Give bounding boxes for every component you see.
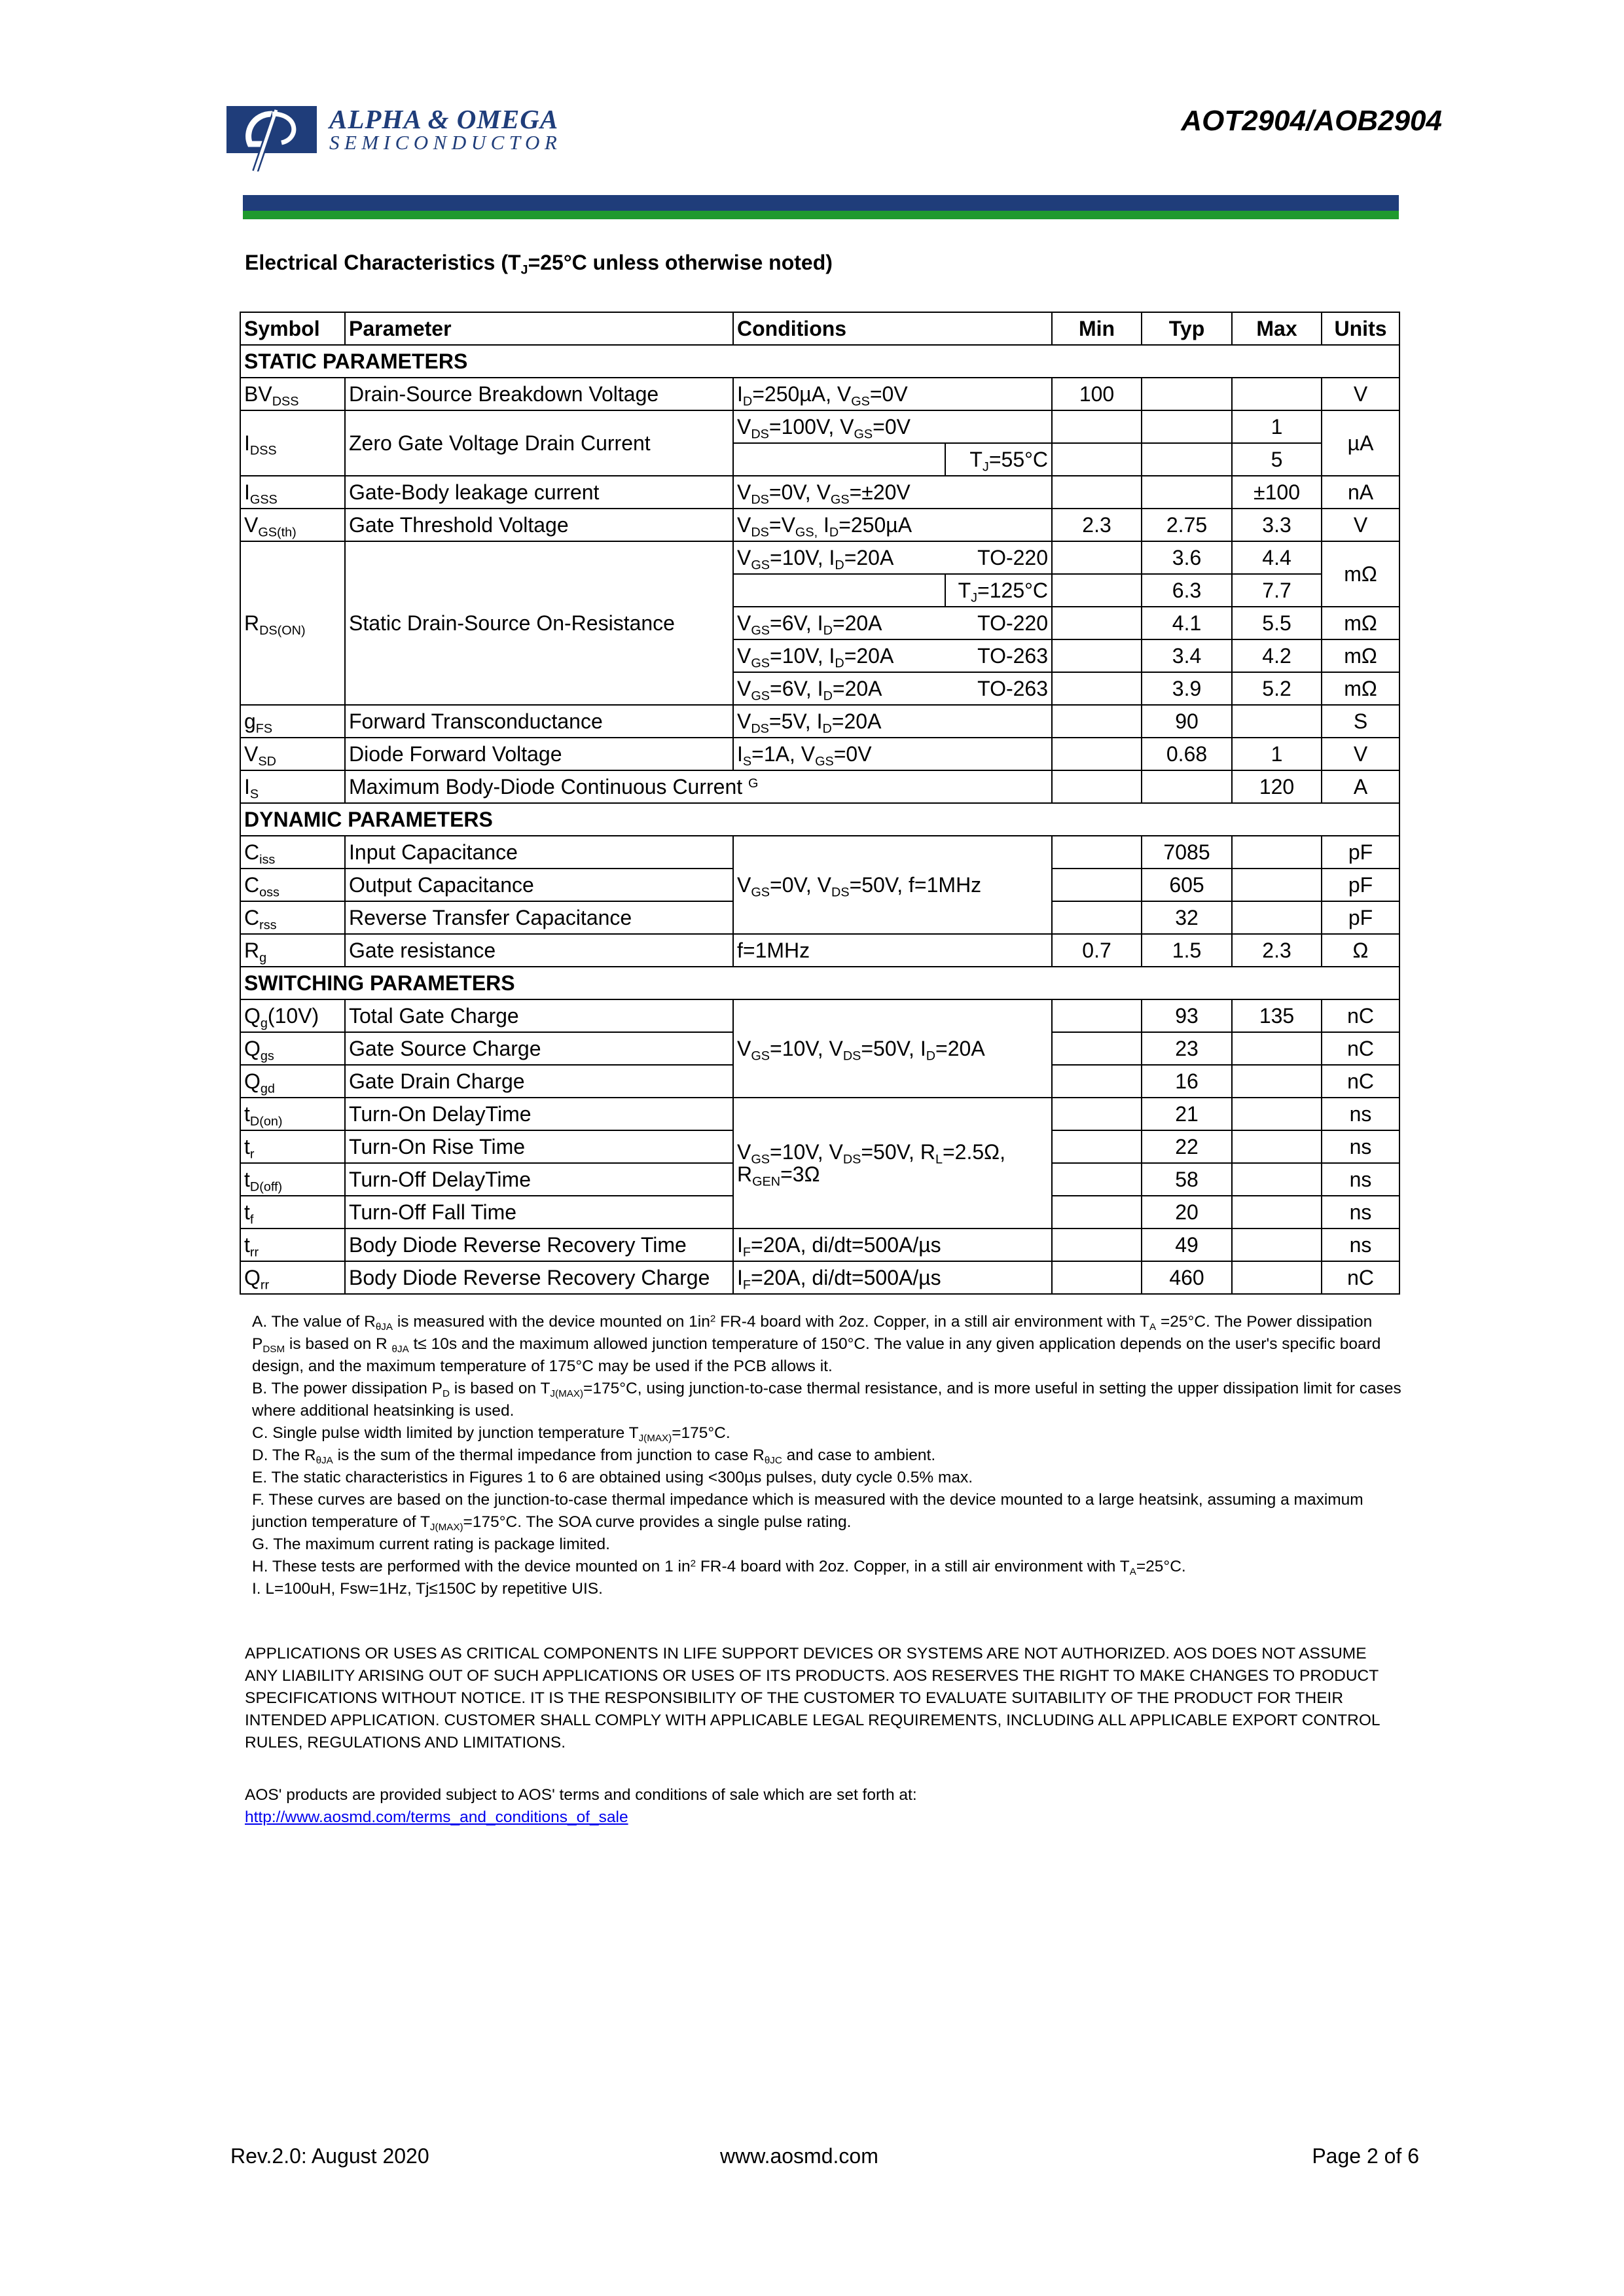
min-cell	[1052, 1065, 1142, 1098]
units-cell: pF	[1322, 901, 1399, 934]
header-symbol: Symbol	[240, 312, 345, 345]
conditions-cell	[733, 443, 945, 476]
units-cell: nC	[1322, 1032, 1399, 1065]
units-cell: nC	[1322, 1065, 1399, 1098]
table-row	[240, 410, 1399, 443]
package-cell: TO-263	[945, 639, 1052, 672]
header-parameter: Parameter	[345, 312, 733, 345]
min-cell	[1052, 1261, 1142, 1294]
conditions-cell: f=1MHz	[733, 934, 1052, 967]
symbol-cell: $Q_g(10V)$	[240, 999, 345, 1032]
units-cell: mΩ	[1322, 541, 1399, 607]
part-number: AOT2904/AOB2904	[1181, 105, 1442, 137]
typ-cell	[1142, 770, 1232, 803]
min-cell	[1052, 541, 1142, 574]
min-cell	[1052, 574, 1142, 607]
symbol-cell: $t_{D(on)}$	[240, 1098, 345, 1130]
units-cell: V	[1322, 738, 1399, 770]
min-cell: 0.7	[1052, 934, 1142, 967]
units-cell: ns	[1322, 1130, 1399, 1163]
max-cell: 4.4	[1232, 541, 1322, 574]
table-row	[240, 541, 1399, 574]
max-cell: 5	[1232, 443, 1322, 476]
typ-cell: 58	[1142, 1163, 1232, 1196]
table-row	[240, 509, 1399, 541]
header-band-green	[243, 211, 1399, 219]
max-cell	[1232, 901, 1322, 934]
max-cell: 4.2	[1232, 639, 1322, 672]
conditions-cell	[733, 574, 945, 607]
section-row-static	[240, 345, 1399, 378]
units-cell: V	[1322, 378, 1399, 410]
max-cell	[1232, 1163, 1322, 1196]
max-cell	[1232, 705, 1322, 738]
typ-cell	[1142, 378, 1232, 410]
company-name: ALPHA & OMEGA	[329, 104, 559, 134]
header-max: Max	[1232, 312, 1322, 345]
max-cell: ±100	[1232, 476, 1322, 509]
conditions-cell: $I_F=20A$, di/dt=500A/µs	[733, 1261, 1052, 1294]
min-cell: 2.3	[1052, 509, 1142, 541]
min-cell	[1052, 999, 1142, 1032]
typ-cell: 21	[1142, 1098, 1232, 1130]
symbol-cell: $R_g$	[240, 934, 345, 967]
parameter-cell: Gate Threshold Voltage	[345, 509, 733, 541]
conditions-cell: $V_{GS}=10V$, $I_D=20A$	[733, 639, 945, 672]
symbol-cell: $Q_{rr}$	[240, 1261, 345, 1294]
max-cell	[1232, 1098, 1322, 1130]
min-cell	[1052, 705, 1142, 738]
conditions-cell: $V_{GS}=10V$, $I_D=20A$	[733, 541, 945, 574]
header-conditions: Conditions	[733, 312, 1052, 345]
parameter-cell: Forward Transconductance	[345, 705, 733, 738]
min-cell	[1052, 1032, 1142, 1065]
note-g: G. The maximum current rating is package limited.	[252, 1535, 610, 1553]
typ-cell: 90	[1142, 705, 1232, 738]
terms-text: AOS' products are provided subject to AOS' terms and conditions of sale which are set forth at:	[245, 1786, 917, 1804]
symbol-cell: $R_{DS(ON)}$	[240, 541, 345, 705]
table-row	[240, 1098, 1399, 1130]
table-row	[240, 934, 1399, 967]
disclaimer-text: APPLICATIONS OR USES AS CRITICAL COMPONENTS IN LIFE SUPPORT DEVICES OR SYSTEMS ARE NOT AUTHORIZED. AOS DOES NOT ASSUME ANY LIABILITY ARISING OUT OF SUCH APPLICATIONS OR USES OF ITS PRODUCTS. AOS RESERVES THE RIGHT TO MAKE CHANGES TO PRODUCT SPECIFICATIONS WITHOUT NOTICE. IT IS THE RESPONSIBILITY OF THE CUSTOMER TO EVALUATE SUITABILITY OF THE PRODUCT FOR THEIR INTENDED APPLICATION. CUSTOMER SHALL COMPLY WITH APPLICABLE LEGAL REQUIREMENTS, INCLUDING ALL APPLICABLE EXPORT CONTROL RULES, REGULATIONS AND LIMITATIONS.	[245, 1645, 1380, 1751]
conditions-cell: $I_F=20A$, di/dt=500A/µs	[733, 1229, 1052, 1261]
section-title: Electrical Characteristics ($T_J=25^\circ C$ unless otherwise noted)	[245, 251, 833, 278]
units-cell: ns	[1322, 1098, 1399, 1130]
header-units: Units	[1322, 312, 1399, 345]
table-row	[240, 770, 1399, 803]
parameter-cell: Total Gate Charge	[345, 999, 733, 1032]
min-cell	[1052, 738, 1142, 770]
footer-revision: Rev.2.0: August 2020	[230, 2144, 429, 2168]
table-row	[240, 738, 1399, 770]
section-label-static: STATIC PARAMETERS	[240, 345, 1399, 378]
note-c: C. Single pulse width limited by junction temperature $T_{J(MAX)}=175^\circ C$.	[252, 1424, 731, 1444]
units-cell: µA	[1322, 410, 1399, 476]
units-cell: nC	[1322, 1261, 1399, 1294]
typ-cell: 3.4	[1142, 639, 1232, 672]
note-a: A. The value of $R_{\theta JA}$ is measured with the device mounted on $1in^2$ FR-4 board with 2oz. Copper, in a still air environment with $T_A =25^\circ C$. The Power dissipation $P_{DSM}$ is based on R $_{\theta JA}$ t≤ 10s and the maximum allowed junction temperature of 150°C. The value in any given application depends on the user's specific board design, and the maximum temperature of 175°C may be used if the PCB allows it.	[252, 1313, 1381, 1375]
parameter-cell: Turn-Off DelayTime	[345, 1163, 733, 1196]
header-min: Min	[1052, 312, 1142, 345]
footer-website: www.aosmd.com	[720, 2144, 878, 2168]
min-cell	[1052, 443, 1142, 476]
typ-cell: 4.1	[1142, 607, 1232, 639]
parameter-cell: Drain-Source Breakdown Voltage	[345, 378, 733, 410]
conditions-cell: $V_{GS}=10V$, $V_{DS}=50V$, $R_L=2.5\Omega$, $R_{GEN}=3\Omega$	[733, 1098, 1052, 1229]
footer-page-number: Page 2 of 6	[1312, 2144, 1419, 2168]
symbol-cell: $I_S$	[240, 770, 345, 803]
section-label-switching: SWITCHING PARAMETERS	[240, 967, 1399, 999]
typ-cell: 23	[1142, 1032, 1232, 1065]
max-cell: 1	[1232, 738, 1322, 770]
typ-cell: 460	[1142, 1261, 1232, 1294]
max-cell	[1232, 378, 1322, 410]
company-logo-icon	[226, 106, 317, 171]
units-cell: V	[1322, 509, 1399, 541]
symbol-cell: $t_{D(off)}$	[240, 1163, 345, 1196]
typ-cell: 16	[1142, 1065, 1232, 1098]
typ-cell: 93	[1142, 999, 1232, 1032]
max-cell: 135	[1232, 999, 1322, 1032]
units-cell: nC	[1322, 999, 1399, 1032]
units-cell: mΩ	[1322, 639, 1399, 672]
parameter-cell: Input Capacitance	[345, 836, 733, 869]
conditions-cell: $V_{DS}=5V$, $I_D=20A$	[733, 705, 1052, 738]
table-header-row	[240, 312, 1399, 345]
max-cell: 7.7	[1232, 574, 1322, 607]
min-cell: 100	[1052, 378, 1142, 410]
symbol-cell: $I_{DSS}$	[240, 410, 345, 476]
min-cell	[1052, 869, 1142, 901]
parameter-cell: Static Drain-Source On-Resistance	[345, 541, 733, 705]
conditions-cell: $V_{GS}=6V$, $I_D=20A$	[733, 607, 945, 639]
units-cell: pF	[1322, 836, 1399, 869]
symbol-cell: $g_{FS}$	[240, 705, 345, 738]
note-e: E. The static characteristics in Figures 1 to 6 are obtained using <300µs pulses, duty cycle 0.5% max.	[252, 1469, 973, 1486]
max-cell: 1	[1232, 410, 1322, 443]
max-cell	[1232, 1032, 1322, 1065]
min-cell	[1052, 672, 1142, 705]
units-cell: S	[1322, 705, 1399, 738]
temperature-cell: $T_J=125^\circ C$	[945, 574, 1052, 607]
min-cell	[1052, 410, 1142, 443]
conditions-cell: $V_{GS}=0V$, $V_{DS}=50V$, f=1MHz	[733, 836, 1052, 934]
symbol-cell: $I_{GSS}$	[240, 476, 345, 509]
typ-cell: 3.9	[1142, 672, 1232, 705]
parameter-text: Maximum Body-Diode Continuous Current	[349, 775, 743, 798]
typ-cell: 32	[1142, 901, 1232, 934]
typ-cell	[1142, 443, 1232, 476]
typ-cell: 1.5	[1142, 934, 1232, 967]
disclaimer	[245, 1643, 1397, 1754]
package-cell: TO-263	[945, 672, 1052, 705]
units-cell: mΩ	[1322, 672, 1399, 705]
conditions-cell: $I_D=250\mu A$, $V_{GS}=0V$	[733, 378, 1052, 410]
units-cell: A	[1322, 770, 1399, 803]
min-cell	[1052, 901, 1142, 934]
parameter-cell: Gate Source Charge	[345, 1032, 733, 1065]
typ-cell	[1142, 410, 1232, 443]
symbol-cell: $Q_{gs}$	[240, 1032, 345, 1065]
parameter-cell: Maximum Body-Diode Continuous Current $^G$	[345, 770, 1052, 803]
symbol-cell: $Q_{gd}$	[240, 1065, 345, 1098]
units-cell: mΩ	[1322, 607, 1399, 639]
parameter-cell: Reverse Transfer Capacitance	[345, 901, 733, 934]
parameter-cell: Gate resistance	[345, 934, 733, 967]
section-row-dynamic	[240, 803, 1399, 836]
max-cell	[1232, 1130, 1322, 1163]
symbol-cell: $V_{GS(th)}$	[240, 509, 345, 541]
table-row	[240, 378, 1399, 410]
units-cell: Ω	[1322, 934, 1399, 967]
conditions-cell: $V_{DS}=V_{GS,}$ $I_D=250\mu A$	[733, 509, 1052, 541]
typ-cell: 3.6	[1142, 541, 1232, 574]
conditions-cell: $V_{DS}=100V$, $V_{GS}=0V$	[733, 410, 1052, 443]
units-cell: pF	[1322, 869, 1399, 901]
note-f: F. These curves are based on the junction-to-case thermal impedance which is measured with the device mounted to a large heatsink, assuming a maximum junction temperature of $T_{J(MAX)}=175^\circ C$. The SOA curve provides a single pulse rating.	[252, 1491, 1363, 1533]
min-cell	[1052, 1163, 1142, 1196]
symbol-cell: $t_{rr}$	[240, 1229, 345, 1261]
terms-block	[245, 1784, 1397, 1829]
min-cell	[1052, 1196, 1142, 1229]
symbol-cell: $t_f$	[240, 1196, 345, 1229]
max-cell: 120	[1232, 770, 1322, 803]
parameter-cell: Body Diode Reverse Recovery Charge	[345, 1261, 733, 1294]
typ-cell: 605	[1142, 869, 1232, 901]
typ-cell: 2.75	[1142, 509, 1232, 541]
max-cell	[1232, 1261, 1322, 1294]
conditions-cell: $V_{DS}=0V$, $V_{GS}=\pm 20V$	[733, 476, 1052, 509]
conditions-cell: $V_{GS}=6V$, $I_D=20A$	[733, 672, 945, 705]
table-row	[240, 476, 1399, 509]
max-cell: 5.5	[1232, 607, 1322, 639]
parameter-cell: Gate-Body leakage current	[345, 476, 733, 509]
note-h: H. These tests are performed with the device mounted on 1 $in^2$ FR-4 board with 2oz. Copper, in a still air environment with $T_A=25^\circ C$.	[252, 1558, 1186, 1577]
parameter-cell: Body Diode Reverse Recovery Time	[345, 1229, 733, 1261]
conditions-cell: $I_S=1A$, $V_{GS}=0V$	[733, 738, 1052, 770]
parameter-cell: Gate Drain Charge	[345, 1065, 733, 1098]
max-cell	[1232, 1196, 1322, 1229]
units-cell: nA	[1322, 476, 1399, 509]
min-cell	[1052, 476, 1142, 509]
symbol-cell: $V_{SD}$	[240, 738, 345, 770]
typ-cell: 20	[1142, 1196, 1232, 1229]
note-i: I. L=100uH, Fsw=1Hz, Tj≤150C by repetitive UIS.	[252, 1580, 603, 1598]
terms-link[interactable]: http://www.aosmd.com/terms_and_conditions_of_sale	[245, 1808, 628, 1826]
symbol-cell: $BV_{DSS}$	[240, 378, 345, 410]
max-cell: 5.2	[1232, 672, 1322, 705]
parameter-cell: Turn-Off Fall Time	[345, 1196, 733, 1229]
typ-cell: 7085	[1142, 836, 1232, 869]
typ-cell: 0.68	[1142, 738, 1232, 770]
electrical-characteristics-table	[240, 312, 1399, 1295]
min-cell	[1052, 607, 1142, 639]
max-cell: 2.3	[1232, 934, 1322, 967]
max-cell	[1232, 1065, 1322, 1098]
symbol-cell: $C_{rss}$	[240, 901, 345, 934]
footnotes	[252, 1311, 1404, 1600]
company-subtitle: SEMICONDUCTOR	[329, 131, 562, 154]
symbol-cell: $C_{oss}$	[240, 869, 345, 901]
parameter-cell: Output Capacitance	[345, 869, 733, 901]
symbol-cell: $C_{iss}$	[240, 836, 345, 869]
table-row	[240, 999, 1399, 1032]
max-cell	[1232, 1229, 1322, 1261]
typ-cell	[1142, 476, 1232, 509]
parameter-cell: Zero Gate Voltage Drain Current	[345, 410, 733, 476]
symbol-cell: $t_r$	[240, 1130, 345, 1163]
table-row	[240, 705, 1399, 738]
header-typ: Typ	[1142, 312, 1232, 345]
min-cell	[1052, 639, 1142, 672]
table-row	[240, 1261, 1399, 1294]
section-label-dynamic: DYNAMIC PARAMETERS	[240, 803, 1399, 836]
max-cell	[1232, 836, 1322, 869]
min-cell	[1052, 1130, 1142, 1163]
max-cell: 3.3	[1232, 509, 1322, 541]
parameter-cell: Diode Forward Voltage	[345, 738, 733, 770]
typ-cell: 6.3	[1142, 574, 1232, 607]
min-cell	[1052, 1098, 1142, 1130]
package-cell: TO-220	[945, 607, 1052, 639]
section-row-switching	[240, 967, 1399, 999]
header-band-blue	[243, 195, 1399, 211]
min-cell	[1052, 836, 1142, 869]
units-cell: ns	[1322, 1163, 1399, 1196]
units-cell: ns	[1322, 1229, 1399, 1261]
table-row	[240, 836, 1399, 869]
units-cell: ns	[1322, 1196, 1399, 1229]
typ-cell: 22	[1142, 1130, 1232, 1163]
max-cell	[1232, 869, 1322, 901]
temperature-cell: $T_J=55^\circ C$	[945, 443, 1052, 476]
table-row	[240, 1229, 1399, 1261]
typ-cell: 49	[1142, 1229, 1232, 1261]
min-cell	[1052, 1229, 1142, 1261]
conditions-cell: $V_{GS}=10V$, $V_{DS}=50V$, $I_D=20A$	[733, 999, 1052, 1098]
note-b: B. The power dissipation $P_D$ is based on $T_{J(MAX)}=175^\circ C$, using junction-to-case thermal resistance, and is more useful in setting the upper dissipation limit for cases where additional heatsinking is used.	[252, 1380, 1401, 1420]
note-d: D. The $R_{\theta JA}$ is the sum of the thermal impedance from junction to case $R_{\theta JC}$ and case to ambient.	[252, 1446, 936, 1466]
parameter-cell: Turn-On DelayTime	[345, 1098, 733, 1130]
parameter-cell: Turn-On Rise Time	[345, 1130, 733, 1163]
package-cell: TO-220	[945, 541, 1052, 574]
min-cell	[1052, 770, 1142, 803]
